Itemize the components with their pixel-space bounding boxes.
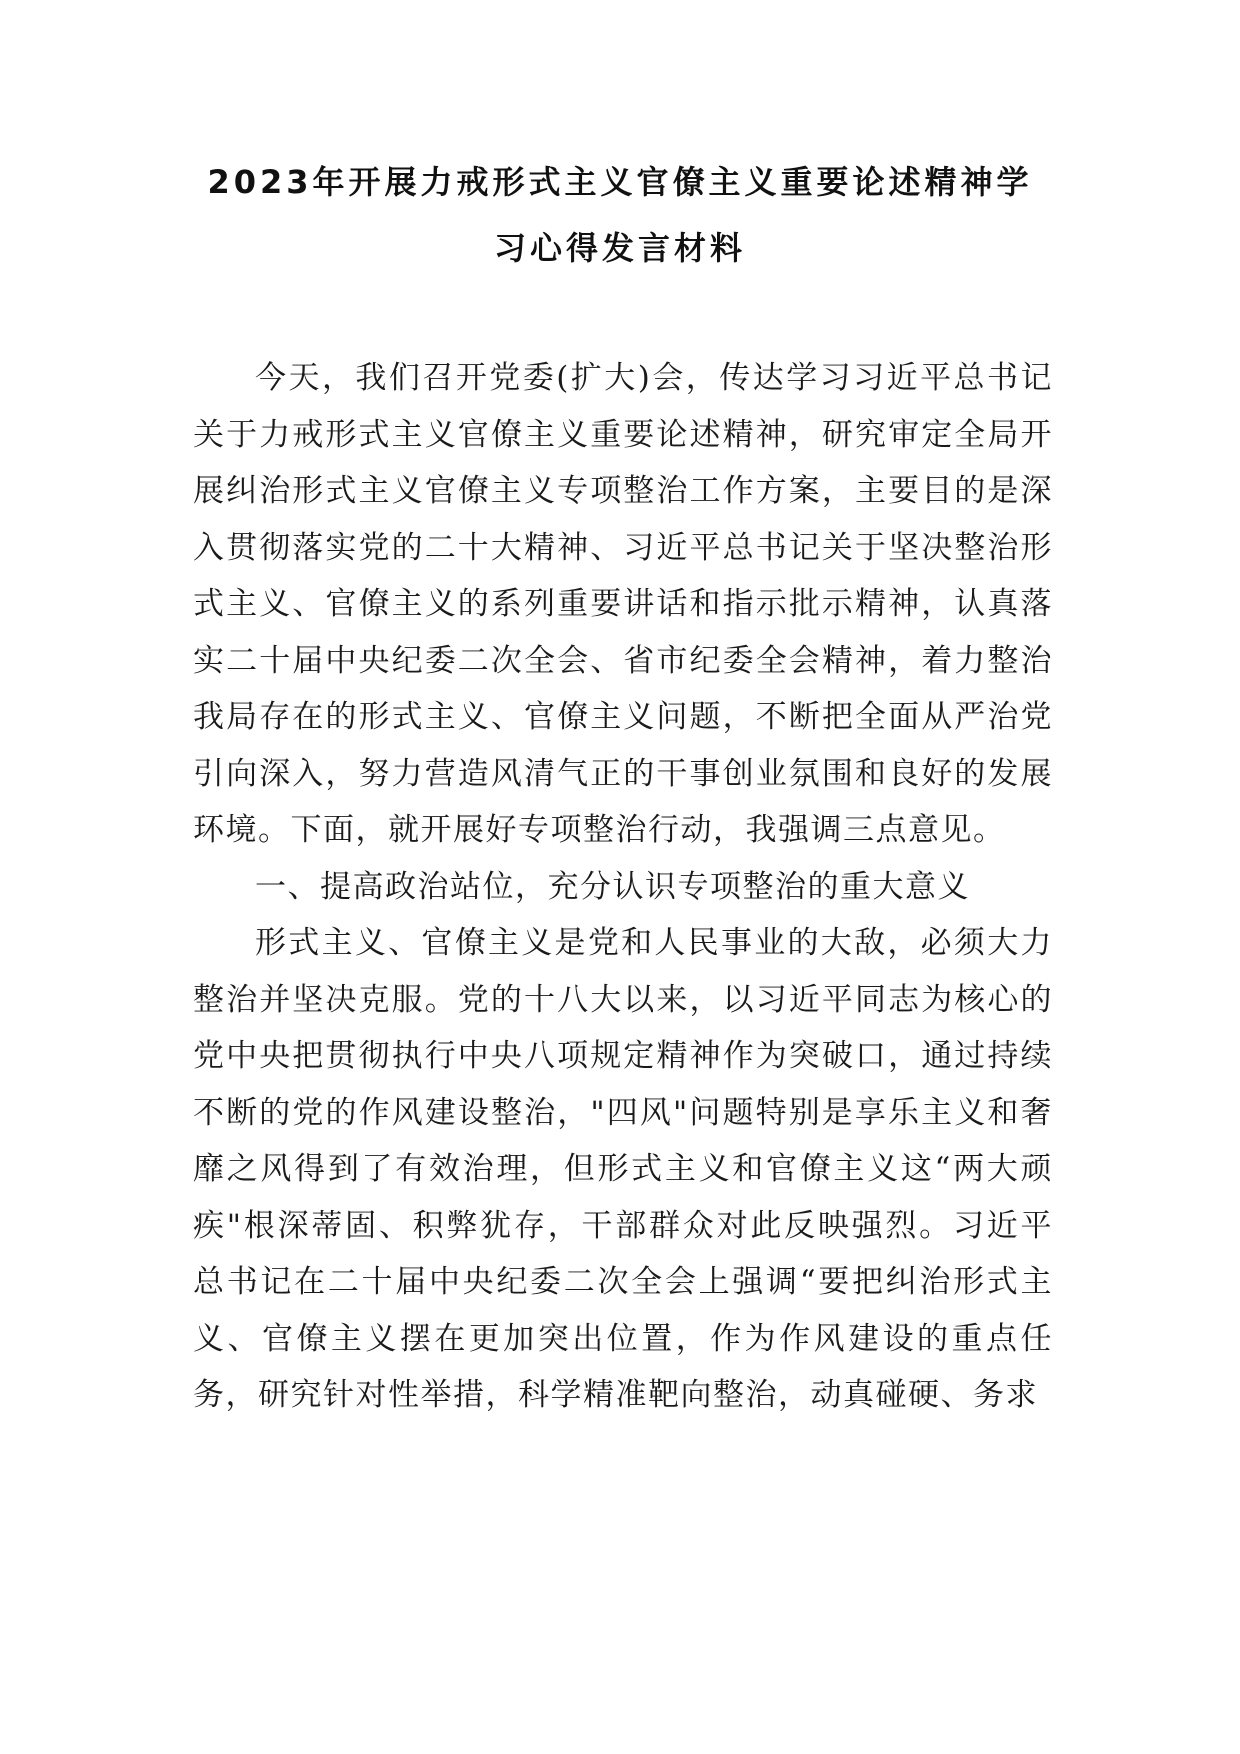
section-1-paragraph: 形式主义、官僚主义是党和人民事业的大敌，必须大力整治并坚决克服。党的十八大以来，以习近平同志为核心的党中央把贯彻执行中央八项规定精神作为突破口，通过持续不断的党的作风建设整治，"四风"问题特别是享乐主义和奢靡之风得到了有效治理，但形式主义和官僚主义这“两大顽疾"根深蒂固、积弊犹存，干部群众对此反映强烈。习近平总书记在二十届中央纪委二次全会上强调“要把纠治形式主义、官僚主义摆在更加突出位置，作为作风建设的重点任务，研究针对性举措，科学精准靶向整治，动真碰硬、务求 xyxy=(193,925,1053,1413)
section-heading-1: 一、提高政治站位，充分认识专项整治的重大意义 xyxy=(255,868,970,905)
document-title-line-2: 习心得发言材料 xyxy=(493,229,746,267)
intro-paragraph: 今天，我们召开党委(扩大)会，传达学习习近平总书记关于力戒形式主义官僚主义重要论述精神，研究审定全局开展纠治形式主义官僚主义专项整治工作方案，主要目的是深入贯彻落实党的二十大精神、习近平总书记关于坚决整治形式主义、官僚主义的系列重要讲话和指示批示精神，认真落实二十届中央纪委二次全会、省市纪委全会精神，着力整治我局存在的形式主义、官僚主义问题，不断把全面从严治党引向深入，努力营造风清气正的干事创业氛围和良好的发展环境。下面，就开展好专项整治行动，我强调三点意见。 xyxy=(193,360,1053,848)
document-body xyxy=(193,350,1053,1424)
document-title-line-1: 2023年开展力戒形式主义官僚主义重要论述精神学 xyxy=(207,163,1033,201)
